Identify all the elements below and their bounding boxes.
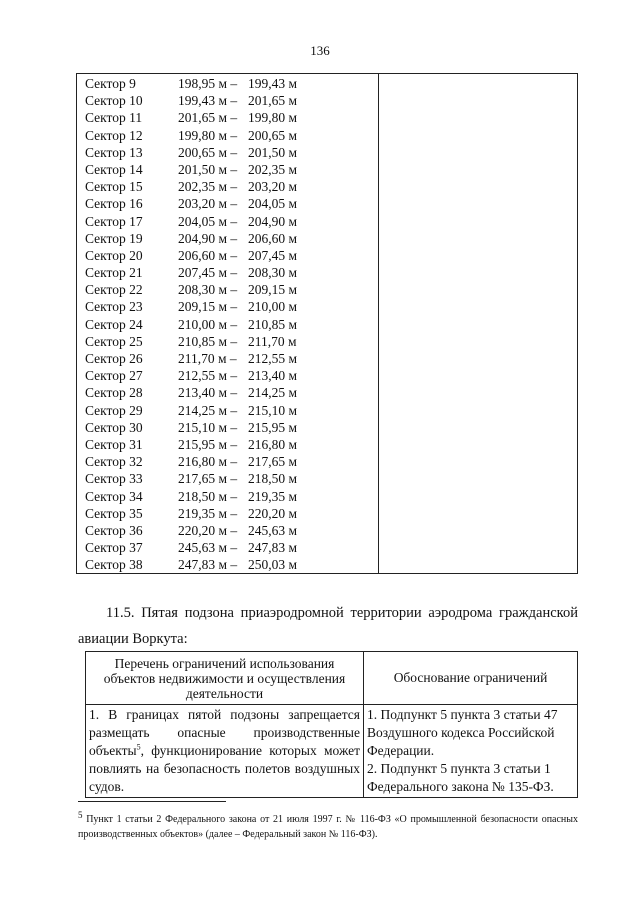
range-from: 217,65 м – — [178, 471, 238, 487]
range-to: 208,30 м — [248, 265, 298, 281]
range-from: 204,05 м – — [178, 213, 238, 229]
sector-row — [85, 264, 378, 281]
sector-row — [85, 402, 378, 419]
sector-row — [85, 178, 378, 195]
sector-name: Сектор 22 — [85, 282, 143, 298]
restriction-text-main: 1. В границах пятой подзоны запрещается размещать опасные производственные объекты — [89, 707, 360, 758]
restriction-basis — [364, 705, 578, 798]
restrictions-header-left: Перечень ограничений использования объектов недвижимости и осуществления деятельности — [86, 652, 364, 705]
range-to: 206,60 м — [248, 230, 298, 246]
range-to: 217,65 м — [248, 454, 298, 470]
range-from: 212,55 м – — [178, 368, 238, 384]
range-from: 220,20 м – — [178, 522, 238, 538]
sector-name: Сектор 36 — [85, 522, 143, 538]
sector-row — [85, 505, 378, 522]
sector-name: Сектор 30 — [85, 419, 143, 435]
sector-row — [85, 333, 378, 350]
sector-row — [85, 539, 378, 556]
range-to: 220,20 м — [248, 505, 298, 521]
range-from: 200,65 м – — [178, 144, 238, 160]
sectors-empty-cell — [379, 74, 578, 574]
sector-name: Сектор 35 — [85, 505, 143, 521]
sector-name: Сектор 11 — [85, 110, 143, 126]
range-from: 204,90 м – — [178, 230, 238, 246]
section-heading-line2: авиации Воркута: — [78, 631, 188, 647]
sector-name: Сектор 28 — [85, 385, 143, 401]
range-from: 203,20 м – — [178, 196, 238, 212]
sector-name: Сектор 37 — [85, 540, 143, 556]
page-number: 136 — [310, 43, 330, 58]
range-to: 250,03 м — [248, 557, 298, 573]
sectors-table — [76, 73, 578, 574]
range-to: 202,35 м — [248, 161, 298, 177]
range-from: 199,80 м – — [178, 127, 238, 143]
range-from: 207,45 м – — [178, 265, 238, 281]
range-to: 204,05 м — [248, 196, 298, 212]
sector-row — [85, 488, 378, 505]
sector-row — [85, 367, 378, 384]
range-to: 210,00 м — [248, 299, 298, 315]
sector-row — [85, 384, 378, 401]
sector-row — [85, 161, 378, 178]
sector-list — [85, 75, 378, 573]
sector-row — [85, 230, 378, 247]
sector-name: Сектор 17 — [85, 213, 143, 229]
restriction-basis-item-1: 1. Подпункт 5 пункта 3 статьи 47 Воздушного кодекса Российской Федерации. — [367, 707, 558, 758]
sector-row — [85, 75, 378, 92]
sector-row — [85, 436, 378, 453]
section-heading — [78, 600, 578, 652]
restriction-text-rest: , функционирование которых может повлиять на безопасность полетов воздушных судов. — [89, 743, 360, 794]
sector-row — [85, 92, 378, 109]
range-from: 247,83 м – — [178, 557, 238, 573]
restriction-basis-item-2: 2. Подпункт 5 пункта 3 статьи 1 Федерального закона № 135-ФЗ. — [367, 761, 554, 794]
range-to: 218,50 м — [248, 471, 298, 487]
sector-name: Сектор 21 — [85, 265, 143, 281]
range-to: 200,65 м — [248, 127, 298, 143]
sector-name: Сектор 12 — [85, 127, 143, 143]
range-from: 218,50 м – — [178, 488, 238, 504]
sector-name: Сектор 26 — [85, 351, 143, 366]
footnote-mark: 5 — [78, 810, 83, 820]
range-to: 215,95 м — [248, 419, 298, 435]
sector-name: Сектор 9 — [85, 76, 136, 91]
range-from: 199,43 м – — [178, 93, 238, 109]
sector-row — [85, 195, 378, 212]
range-to: 211,70 м — [248, 333, 297, 349]
range-from: 201,65 м – — [178, 110, 238, 126]
range-from: 215,95 м – — [178, 436, 238, 452]
footnote-reference: 5 — [136, 742, 141, 752]
sector-name: Сектор 19 — [85, 230, 143, 246]
sector-row — [85, 453, 378, 470]
sector-row — [85, 213, 378, 230]
range-to: 245,63 м — [248, 522, 298, 538]
range-from: 198,95 м – — [178, 76, 238, 91]
range-from: 213,40 м – — [178, 385, 238, 401]
range-to: 216,80 м — [248, 436, 298, 452]
sector-name: Сектор 14 — [85, 161, 143, 177]
sector-name: Сектор 27 — [85, 368, 143, 384]
range-to: 204,90 м — [248, 213, 298, 229]
sector-row — [85, 298, 378, 315]
sector-row — [85, 522, 378, 539]
footnote — [78, 808, 578, 842]
sector-name: Сектор 10 — [85, 93, 143, 109]
range-to: 201,65 м — [248, 93, 298, 109]
footnote-divider — [78, 801, 226, 802]
range-from: 219,35 м – — [178, 505, 238, 521]
range-from: 208,30 м – — [178, 282, 238, 298]
sector-name: Сектор 16 — [85, 196, 143, 212]
range-from: 210,85 м – — [178, 333, 238, 349]
sector-name: Сектор 32 — [85, 454, 143, 470]
range-from: 201,50 м – — [178, 161, 238, 177]
section-heading-line1: 11.5. Пятая подзона приаэродромной территории аэродрома гражданской — [106, 605, 578, 621]
sector-row — [85, 247, 378, 264]
footnote-text: Пункт 1 статьи 2 Федерального закона от 21 июля 1997 г. № 116-ФЗ «О промышленной безопасности опасных производственных объектов» (далее – Федеральный закон № 116-ФЗ). — [78, 814, 578, 840]
sector-row — [85, 144, 378, 161]
sector-name: Сектор 24 — [85, 316, 143, 332]
sector-name: Сектор 33 — [85, 471, 143, 487]
range-from: 206,60 м – — [178, 247, 238, 263]
range-from: 215,10 м – — [178, 419, 238, 435]
range-to: 213,40 м — [248, 368, 298, 384]
range-from: 210,00 м – — [178, 316, 238, 332]
sector-row — [85, 127, 378, 144]
sector-name: Сектор 31 — [85, 436, 143, 452]
sector-row — [85, 419, 378, 436]
range-to: 214,25 м — [248, 385, 298, 401]
sector-name: Сектор 23 — [85, 299, 143, 315]
range-from: 245,63 м – — [178, 540, 238, 556]
range-to: 212,55 м — [248, 351, 298, 366]
range-to: 199,80 м — [248, 110, 298, 126]
sector-row — [85, 556, 378, 573]
sector-name: Сектор 25 — [85, 333, 143, 349]
range-to: 219,35 м — [248, 488, 298, 504]
range-from: 216,80 м – — [178, 454, 238, 470]
range-from: 209,15 м – — [178, 299, 238, 315]
range-to: 199,43 м — [248, 76, 298, 91]
range-to: 210,85 м — [248, 316, 298, 332]
range-to: 215,10 м — [248, 402, 298, 418]
sector-row — [85, 109, 378, 126]
sector-row — [85, 350, 378, 367]
range-to: 203,20 м — [248, 179, 298, 195]
range-to: 209,15 м — [248, 282, 298, 298]
restriction-text — [86, 705, 364, 798]
sectors-list-cell — [77, 74, 379, 574]
range-to: 207,45 м — [248, 247, 298, 263]
sector-name: Сектор 13 — [85, 144, 143, 160]
sector-row — [85, 281, 378, 298]
sector-name: Сектор 29 — [85, 402, 143, 418]
sector-row — [85, 470, 378, 487]
sector-name: Сектор 15 — [85, 179, 143, 195]
range-from: 211,70 м – — [178, 351, 237, 366]
range-to: 247,83 м — [248, 540, 298, 556]
range-from: 202,35 м – — [178, 179, 238, 195]
sector-name: Сектор 34 — [85, 488, 143, 504]
sector-name: Сектор 38 — [85, 557, 143, 573]
sector-row — [85, 316, 378, 333]
restrictions-header-right: Обоснование ограничений — [364, 652, 578, 705]
restrictions-table — [85, 651, 578, 798]
sector-name: Сектор 20 — [85, 247, 143, 263]
range-from: 214,25 м – — [178, 402, 238, 418]
range-to: 201,50 м — [248, 144, 298, 160]
